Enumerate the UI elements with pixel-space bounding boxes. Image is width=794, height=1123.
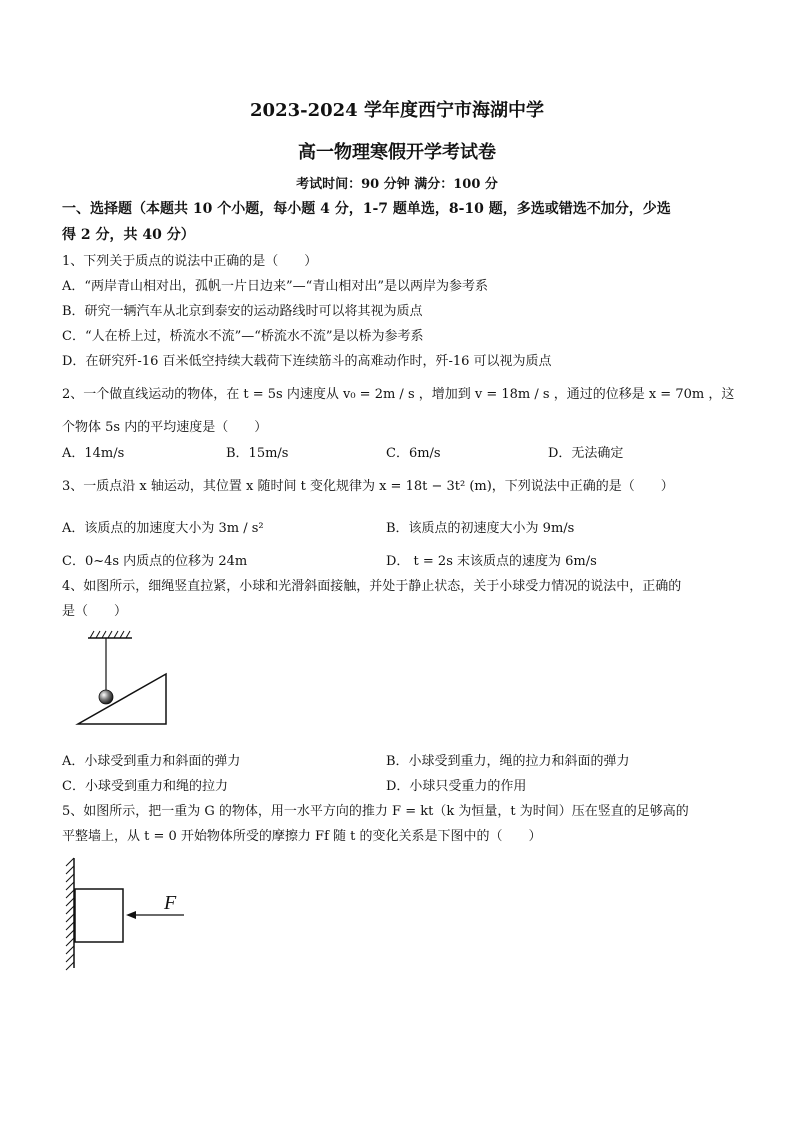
exam-meta: 考试时间：90 分钟 满分：100 分 [296, 177, 498, 192]
exam-title-subject: 高一物理寒假开学考试卷 [298, 142, 496, 163]
question-4-option-c: C．小球受到重力和绳的拉力 [62, 779, 228, 794]
hanging-ball-incline-figure [70, 628, 180, 728]
exam-title-school: 2023-2024 学年度西宁市海湖中学 [250, 100, 544, 121]
question-1-option-c: C．“人在桥上过，桥流水不流”—“桥流水不流”是以桥为参考系 [62, 329, 424, 344]
question-3-option-b: B．该质点的初速度大小为 9m/s [386, 521, 575, 536]
block-wall-force-figure [62, 856, 192, 972]
question-1-option-b: B．研究一辆汽车从北京到泰安的运动路线时可以将其视为质点 [62, 304, 423, 319]
question-2-stem-cont: 个物体 5s 内的平均速度是（ ） [62, 420, 268, 435]
question-5-stem-cont: 平整墙上，从 t = 0 开始物体所受的摩擦力 Ff 随 t 的变化关系是下图中的（ ） [62, 829, 542, 844]
question-2-option-c: C．6m/s [386, 446, 441, 461]
question-1-option-a: A．“两岸青山相对出，孤帆一片日边来”—“青山相对出”是以两岸为参考系 [62, 279, 488, 294]
wall [66, 858, 74, 970]
incline [78, 674, 166, 724]
question-4-option-d: D．小球只受重力的作用 [386, 779, 527, 794]
ball [99, 690, 113, 704]
section-heading-cont: 得 2 分，共 40 分） [62, 227, 195, 243]
ceiling-support [88, 631, 132, 638]
question-4-stem: 4、如图所示，细绳竖直拉紧，小球和光滑斜面接触，并处于静止状态，关于小球受力情况的说法中，正确的 [62, 579, 682, 594]
question-3-option-a: A．该质点的加速度大小为 3m / s² [62, 521, 264, 536]
force-label: F [164, 892, 177, 914]
question-4-stem-cont: 是（ ） [62, 604, 128, 619]
block [75, 889, 123, 942]
question-3-option-c: C．0~4s 内质点的位移为 24m [62, 554, 248, 569]
question-3-option-d: D． t = 2s 末该质点的速度为 6m/s [386, 554, 597, 569]
section-heading: 一、选择题（本题共 10 个小题，每小题 4 分，1-7 题单选，8-10 题，多选或错选不加分，少选 [62, 201, 671, 217]
question-2-option-a: A．14m/s [62, 446, 125, 461]
question-1-option-d: D．在研究歼-16 百米低空持续大载荷下连续筋斗的高难动作时，歼-16 可以视为质点 [62, 354, 552, 369]
question-4-option-a: A．小球受到重力和斜面的弹力 [62, 754, 241, 769]
question-5-stem: 5、如图所示，把一重为 G 的物体，用一水平方向的推力 F = kt（k 为恒量，t 为时间）压在竖直的足够高的 [62, 804, 689, 819]
force-arrowhead [126, 911, 136, 919]
question-2-option-b: B．15m/s [226, 446, 289, 461]
question-4-option-b: B．小球受到重力，绳的拉力和斜面的弹力 [386, 754, 630, 769]
question-1-stem: 1、下列关于质点的说法中正确的是（ ） [62, 254, 318, 269]
question-3-stem: 3、一质点沿 x 轴运动，其位置 x 随时间 t 变化规律为 x = 18t − 3t² (m)，下列说法中正确的是（ ） [62, 479, 674, 494]
question-2-stem: 2、一个做直线运动的物体，在 t = 5s 内速度从 v₀ = 2m / s ，增加到 v = 18m / s ，通过的位移是 x = 70m ，这 [62, 387, 735, 402]
question-2-option-d: D．无法确定 [548, 446, 624, 461]
